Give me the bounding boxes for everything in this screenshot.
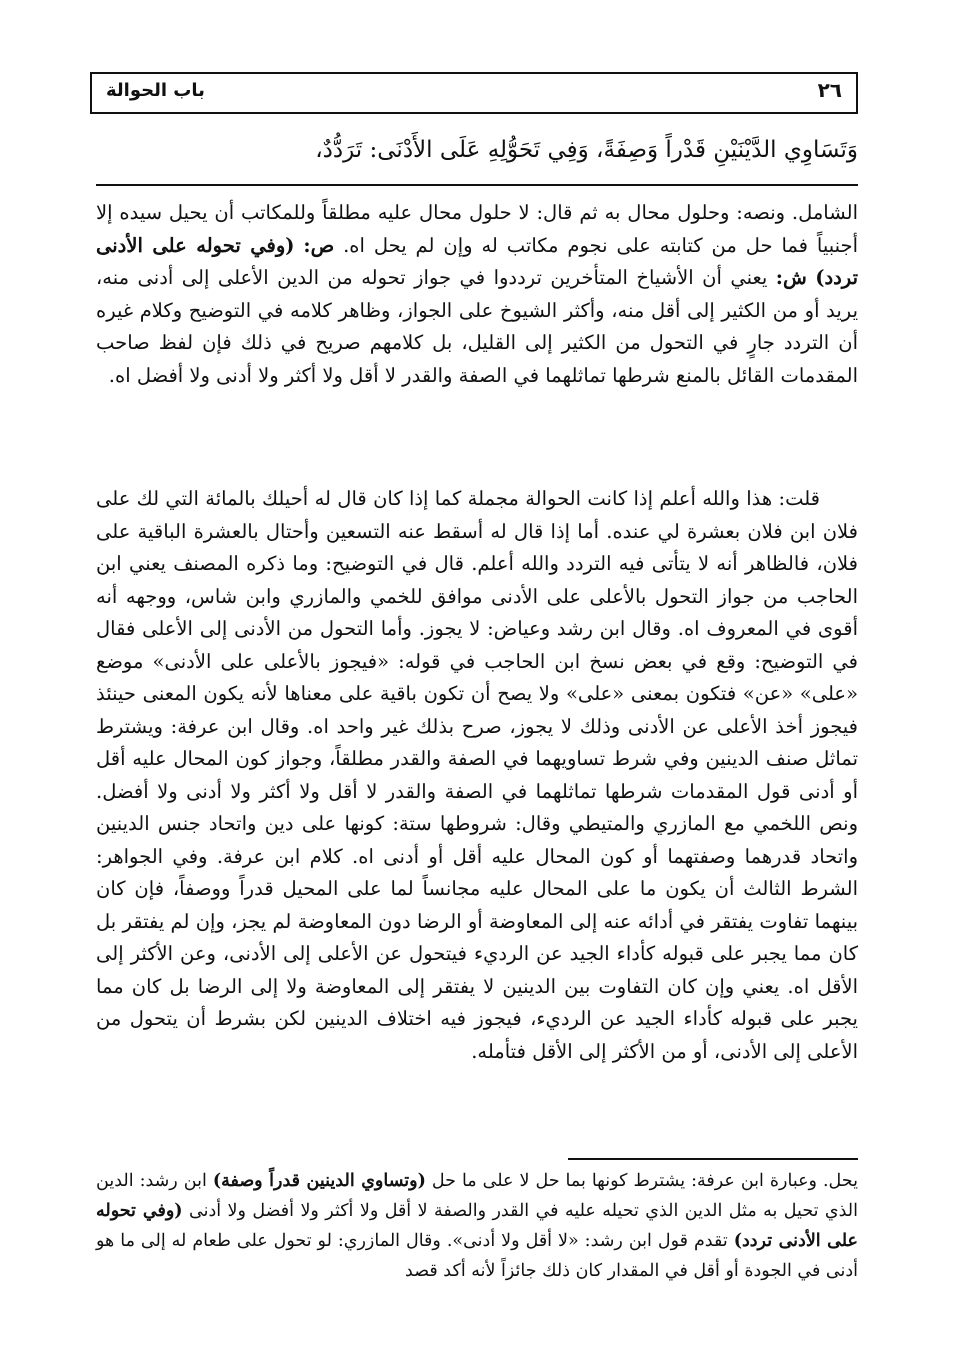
label-shin: ش: [775, 266, 807, 289]
footnote-part-2: ابن رشد: الدين الذي تحيل به مثل الدين الذي تحيله عليه في القدر والصفة لا أقل ولا أكثر ولا أفضل ولا أدنى [96, 1171, 858, 1221]
footnote-part-1: يحل. وعبارة ابن عرفة: يشترط كونها بما حل لا على ما حل [431, 1171, 858, 1191]
footnote-bold-2: (وفي تحوله على الأدنى تردد) [96, 1201, 858, 1251]
matn-quote: (وفي تحوله على الأدنى تردد) [96, 233, 858, 289]
footnote-divider [568, 1158, 858, 1160]
commentary-p1-body: يعني أن الأشياخ المتأخرين ترددوا في جواز تحوله من الدين الأعلى إلى أدنى منه، يريد أو من الكثير إلى أقل منه، وأكثر الشيوخ على الجواز، وظاهر كلامه في التوضيح وكلام غيره أن التردد جارٍ في التحول من الكثير إلى القليل، بل كلامهم صريح في ذلك فإن لفظ صاحب المقدمات القائل بالمنع شرطها تماثلهما في الصفة والقدر لا أقل ولا أكثر ولا أدنى ولا أفضل اه. [96, 266, 858, 387]
commentary-paragraph-2: قلت: هذا والله أعلم إذا كانت الحوالة مجملة كما إذا كان قال له أحيلك بالمائة التي لك على فلان ابن فلان بعشرة لي عنده. أما إذا قال له أسقط عنه التسعين وأحتال بالعشرة الباقية على فلان، فالظاهر أنه لا يتأتى فيه التردد والله أعلم. قال في التوضيح: وما ذكره المصنف يعني ابن الحاجب من جواز التحول بالأعلى على الأدنى موافق للخمي والمازري وابن شاس، ووجهه أنه أقوى في المعروف اه. وقال ابن رشد وعياض: لا يجوز. وأما التحول من الأدنى إلى الأعلى فقال في التوضيح: وقع في بعض نسخ ابن الحاجب في قوله: «فيجوز بالأعلى على الأدنى» موضع «على» «عن» فتكون بمعنى «على» ولا يصح أن تكون باقية على معناها لأنه يكون المعنى حينئذ فيجوز أخذ الأعلى عن الأدنى وذلك لا يجوز، صرح بذلك غير واحد اه. وقال ابن عرفة: ويشترط تماثل صنف الدينين وفي شرط تساويهما في الصفة والقدر مطلقاً، وجواز كون المحال عليه أقل أو أدنى قول المقدمات شرطها تماثلهما في الصفة والقدر لا أقل ولا أكثر ولا أدنى ولا أفضل. ونص اللخمي مع المازري والمتيطي وقال: شروطها ستة: كونها على دين واتحاد جنس الدينين واتحاد قدرهما وصفتهما أو كون المحال عليه أقل أو أدنى اه. كلام ابن عرفة. وفي الجواهر: الشرط الثالث أن يكون ما على المحال عليه مجانساً لما على المحيل قدراً ووصفاً، فإن كان بينهما تفاوت يفتقر في أدائه عنه إلى المعاوضة أو الرضا دون المعاوضة لم يجز، وإن لم يفتقر بل كان مما يجبر على قبوله كأداء الجيد عن الرديء فيتحول عن الأعلى إلى الأدنى، وعن الأكثر إلى الأقل اه. يعني وإن كان التفاوت بين الدينين لا يفتقر إلى المعاوضة ولا إلى الرضا بل كان مما يجبر على قبوله كأداء الجيد عن الرديء، فيجوز فيه اختلاف الدينين لكن بشرط أن يتحول من الأعلى إلى الأدنى، أو من الأكثر إلى الأقل فتأمله. [96, 487, 858, 1063]
label-sad: ص: [303, 233, 335, 257]
running-header [90, 72, 858, 114]
matn-text: وَتَسَاوِي الدَّيْنَيْنِ قَدْراً وَصِفَةً، وَفِي تَحَوُّلِهِ عَلَى الأَدْنَى: تَرَدُّدٌ، [315, 137, 858, 163]
footnote-bold-1: (وتساوي الدينين قدراً وصفة) [212, 1171, 426, 1191]
footnote [96, 1166, 858, 1286]
footnote-part-3: تقدم قول ابن رشد: «لا أقل ولا أدنى». وقال المازري: لو تحول على طعام له إلى ما هو أدنى في الجودة أو أقل في المقدار كان ذلك جائزاً لأنه أكد قصد [96, 1231, 858, 1281]
chapter-title: باب الحوالة [106, 80, 205, 101]
commentary-paragraph-1 [96, 197, 858, 392]
matn-divider [96, 184, 858, 186]
page-number: ٢٦ [817, 78, 842, 102]
commentary-p1-intro: الشامل. ونصه: وحلول محال به ثم قال: لا حلول محال عليه مطلقاً وللمكاتب أن يحيل سيده إلا أجنبياً فما حل من كتابته على نجوم مكاتب له وإن لم يحل اه. [96, 201, 858, 257]
